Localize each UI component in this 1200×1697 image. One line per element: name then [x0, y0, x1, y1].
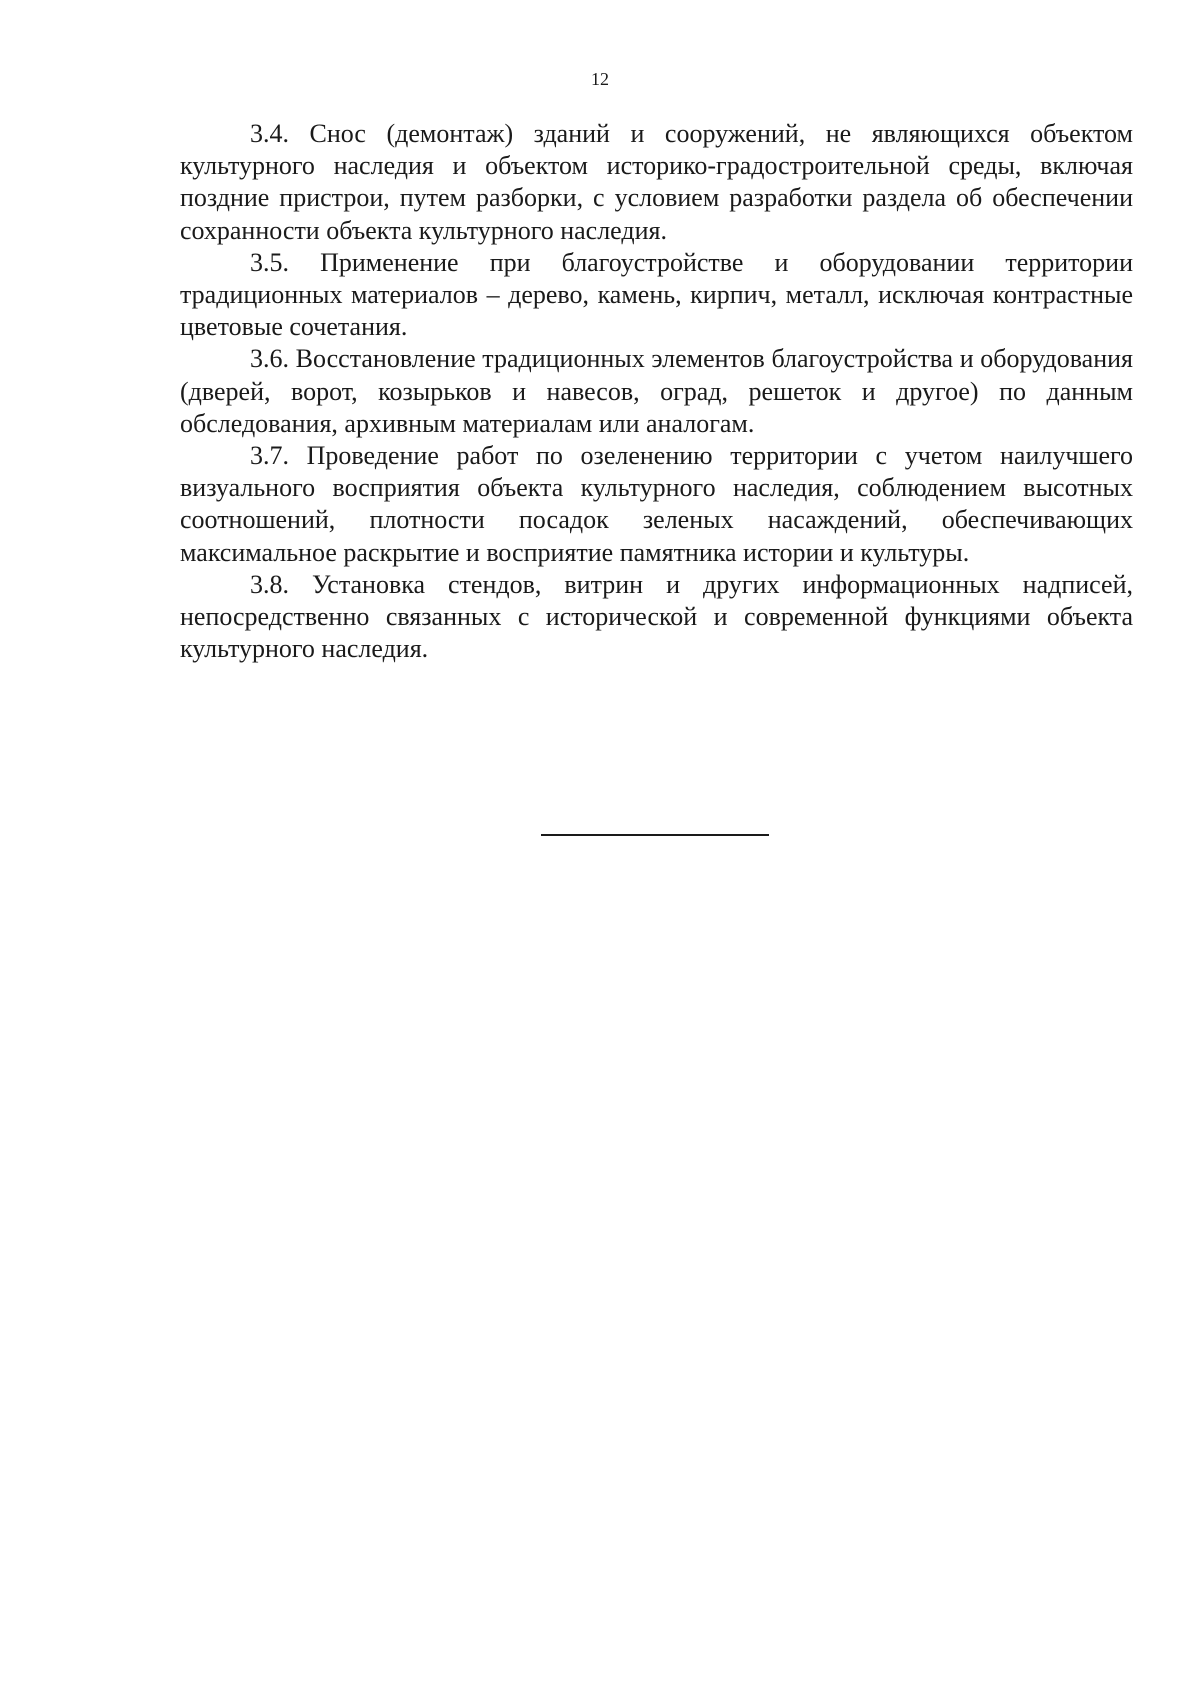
paragraph-3-8: 3.8. Установка стендов, витрин и других информационных надписей, непосредственно связанных с исторической и современной функциями объекта культурного наследия.	[180, 569, 1133, 664]
end-divider-line	[541, 834, 769, 836]
page-number: 12	[591, 69, 609, 89]
document-body	[180, 118, 1133, 665]
paragraph-3-7: 3.7. Проведение работ по озеленению территории с учетом наилучшего визуального восприятия объекта культурного наследия, соблюдением высотных соотношений, плотности посадок зеленых насаждений, обеспечивающих максимальное раскрытие и восприятие памятника истории и культуры.	[180, 441, 1133, 567]
paragraph-3-6: 3.6. Восстановление традиционных элементов благоустройства и оборудования (дверей, ворот, козырьков и навесов, оград, решеток и другое) по данным обследования, архивным материалам или аналогам.	[180, 344, 1133, 438]
paragraph-3-4: 3.4. Снос (демонтаж) зданий и сооружений, не являющихся объектом культурного наследия и объектом историко-градостроительной среды, включая поздние пристрои, путем разборки, с условием разработки раздела об обеспечении сохранности объекта культурного наследия.	[180, 119, 1133, 245]
paragraph-3-5: 3.5. Применение при благоустройстве и оборудовании территории традиционных материалов – дерево, камень, кирпич, металл, исключая контрастные цветовые сочетания.	[180, 247, 1133, 342]
